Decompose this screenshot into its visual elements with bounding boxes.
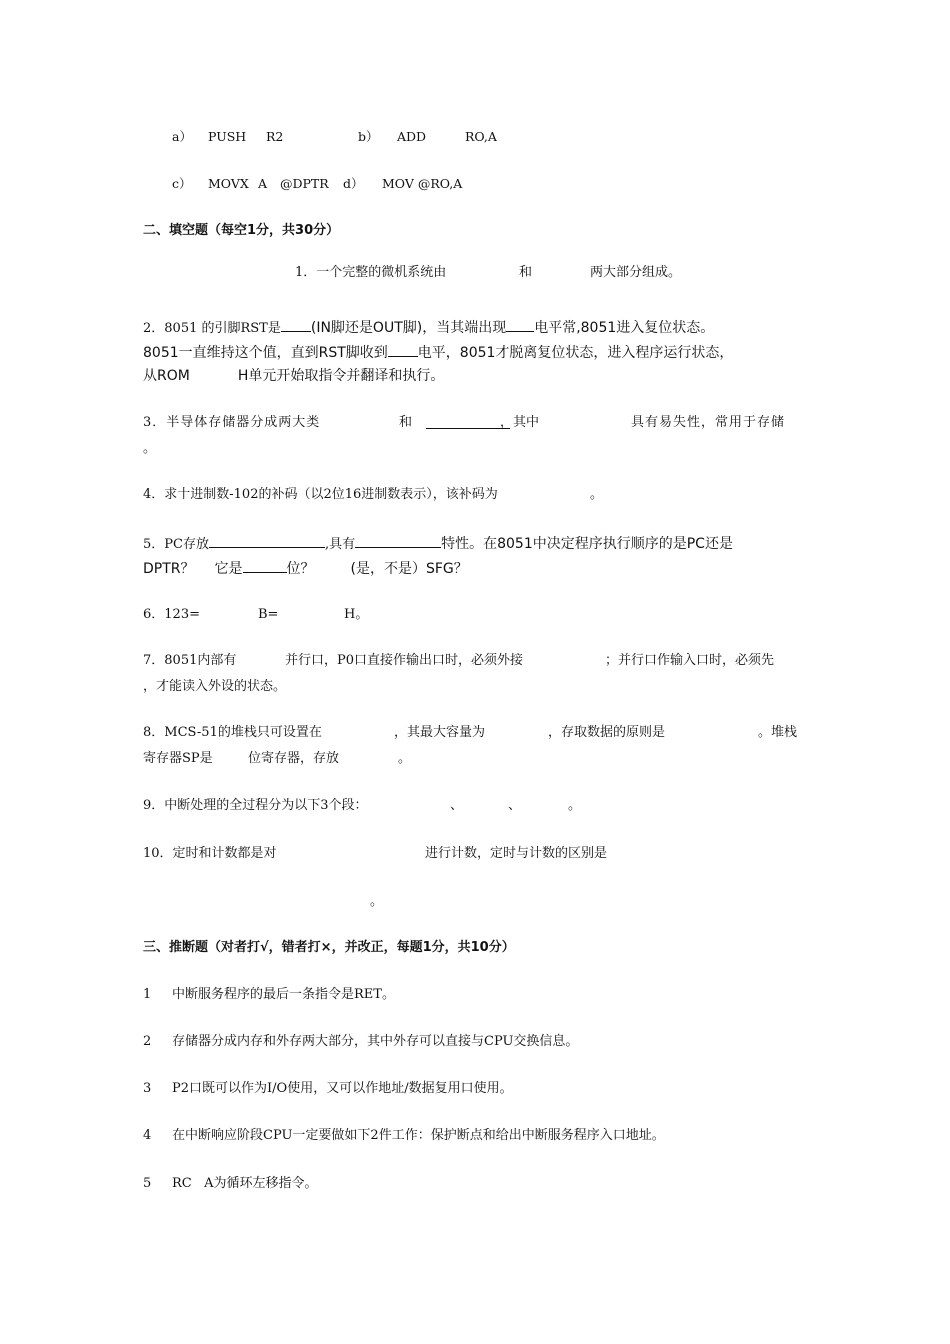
q4-text-b: 。 — [590, 487, 604, 502]
q1-text-a: 1．一个完整的微机系统由 — [295, 265, 447, 280]
option-c-arg2: @DPTR — [280, 176, 329, 191]
q1-text-b: 和 — [519, 265, 533, 280]
option-a-arg: R2 — [266, 129, 284, 144]
judgement-item-text: 存储器分成内存和外存两大部分，其中外存可以直接与CPU交换信息。 — [172, 1034, 579, 1049]
q5-text-d: DPTR？ — [143, 561, 195, 577]
q2-blank-2 — [506, 317, 534, 332]
option-a-op: PUSH — [208, 129, 247, 144]
q9-text-d: 。 — [568, 798, 582, 813]
q3-text-d: 具有易失性，常用于存储 — [631, 415, 786, 430]
option-a-label: a） — [172, 129, 192, 144]
option-b-label: b） — [358, 129, 379, 144]
q2-blank-3 — [388, 342, 418, 357]
q6-text-a: 6．123= — [143, 607, 200, 622]
q2-text-c: 电平常,8051进入复位状态。 — [534, 320, 715, 336]
option-c-op: MOVX — [208, 176, 249, 191]
q6-text-c: H。 — [344, 607, 369, 622]
option-b-op: ADD — [397, 129, 427, 144]
q3-text-e: 。 — [143, 441, 157, 456]
q8-text-g: 。 — [398, 751, 412, 766]
q3-text-b: 和 — [399, 415, 413, 430]
q2-text-b: (IN脚还是OUT脚)，当其端出现 — [310, 320, 507, 336]
q7-text-a: 7．8051内部有 — [143, 653, 237, 668]
q2-blank-1 — [281, 317, 311, 332]
judgement-item-number: 1 — [143, 987, 152, 1002]
q2-text-g: H单元开始取指令并翻译和执行。 — [237, 368, 445, 384]
option-c-label: c） — [172, 176, 192, 191]
q8-text-d: 。堆栈 — [758, 725, 798, 740]
q9-text-b: 、 — [450, 798, 464, 813]
q2-text-f: 从ROM — [143, 368, 190, 384]
option-b-arg: RO,A — [465, 129, 497, 144]
option-d-op: MOV @RO,A — [382, 176, 463, 191]
q9-text-c: 、 — [508, 798, 522, 813]
q5-text-e: 它是 — [214, 561, 243, 577]
question-2-line-3 — [143, 367, 444, 385]
judgement-item-number: 4 — [143, 1128, 152, 1143]
judgement-item-text: 在中断响应阶段CPU一定要做如下2件工作：保护断点和给出中断服务程序入口地址。 — [172, 1128, 665, 1143]
judgement-item-number: 3 — [143, 1081, 152, 1096]
q8-text-e: 寄存器SP是 — [143, 751, 213, 766]
q5-text-b: ,具有 — [324, 537, 356, 552]
section3-heading: 三、推断题（对者打√，错者打×，并改正，每题1分，共10分） — [143, 940, 515, 955]
judgement-item-number: 5 — [143, 1176, 152, 1191]
q5-blank-3 — [243, 558, 287, 573]
q10-text-a: 10．定时和计数都是对 — [143, 846, 277, 861]
option-c-arg1: A — [258, 176, 268, 191]
question-5-line-1 — [143, 533, 733, 554]
q10-text-b: 进行计数，定时与计数的区别是 — [425, 846, 608, 861]
q10-text-c: 。 — [370, 894, 384, 909]
question-2-line-1 — [143, 317, 714, 338]
q7-text-c: ；并行口作输入口时，必须先 — [605, 653, 775, 668]
q5-text-c: 特性。在8051中决定程序执行顺序的是PC还是 — [441, 536, 733, 552]
q3-blank-1 — [426, 414, 510, 429]
judgement-item-number: 2 — [143, 1034, 152, 1049]
q7-text-d: ，才能读入外设的状态。 — [143, 679, 287, 694]
q8-text-b: ，其最大容量为 — [394, 725, 486, 740]
q5-blank-2 — [355, 533, 441, 548]
section2-heading: 二、填空题（每空1分，共30分） — [143, 223, 340, 238]
q8-text-f: 位寄存器，存放 — [248, 751, 340, 766]
q4-text-a: 4．求十进制数-102的补码（以2位16进制数表示），该补码为 — [143, 487, 498, 502]
q5-blank-1 — [209, 533, 325, 548]
question-2-line-2 — [143, 342, 733, 362]
q2-text-e: 电平，8051才脱离复位状态，进入程序运行状态， — [417, 345, 734, 361]
q2-text-d: 8051一直维持这个值，直到RST脚收到 — [143, 345, 388, 361]
q8-text-a: 8．MCS-51的堆栈只可设置在 — [143, 725, 322, 740]
q5-text-f: 位？ — [286, 561, 315, 577]
judgement-item-text: RC A为循环左移指令。 — [172, 1176, 318, 1191]
q7-text-b: 并行口，P0口直接作输出口时，必须外接 — [285, 653, 524, 668]
q5-text-g: (是，不是）SFG？ — [350, 561, 468, 577]
q3-text-c: ，其中 — [500, 415, 540, 430]
q8-text-c: ，存取数据的原则是 — [548, 725, 666, 740]
q1-text-c: 两大部分组成。 — [590, 265, 682, 280]
q5-text-a: 5．PC存放 — [143, 537, 209, 552]
q3-text-a: 3．半导体存储器分成两大类 — [143, 415, 321, 430]
q2-text-a: 2．8051 的引脚RST是 — [143, 321, 281, 336]
judgement-item-text: P2口既可以作为I/O使用，又可以作地址/数据复用口使用。 — [172, 1081, 513, 1096]
question-5-line-2 — [143, 558, 468, 578]
q9-text-a: 9．中断处理的全过程分为以下3个段： — [143, 798, 368, 813]
option-d-label: d） — [343, 176, 364, 191]
q6-text-b: B= — [258, 607, 279, 622]
judgement-item-text: 中断服务程序的最后一条指令是RET。 — [172, 987, 395, 1002]
